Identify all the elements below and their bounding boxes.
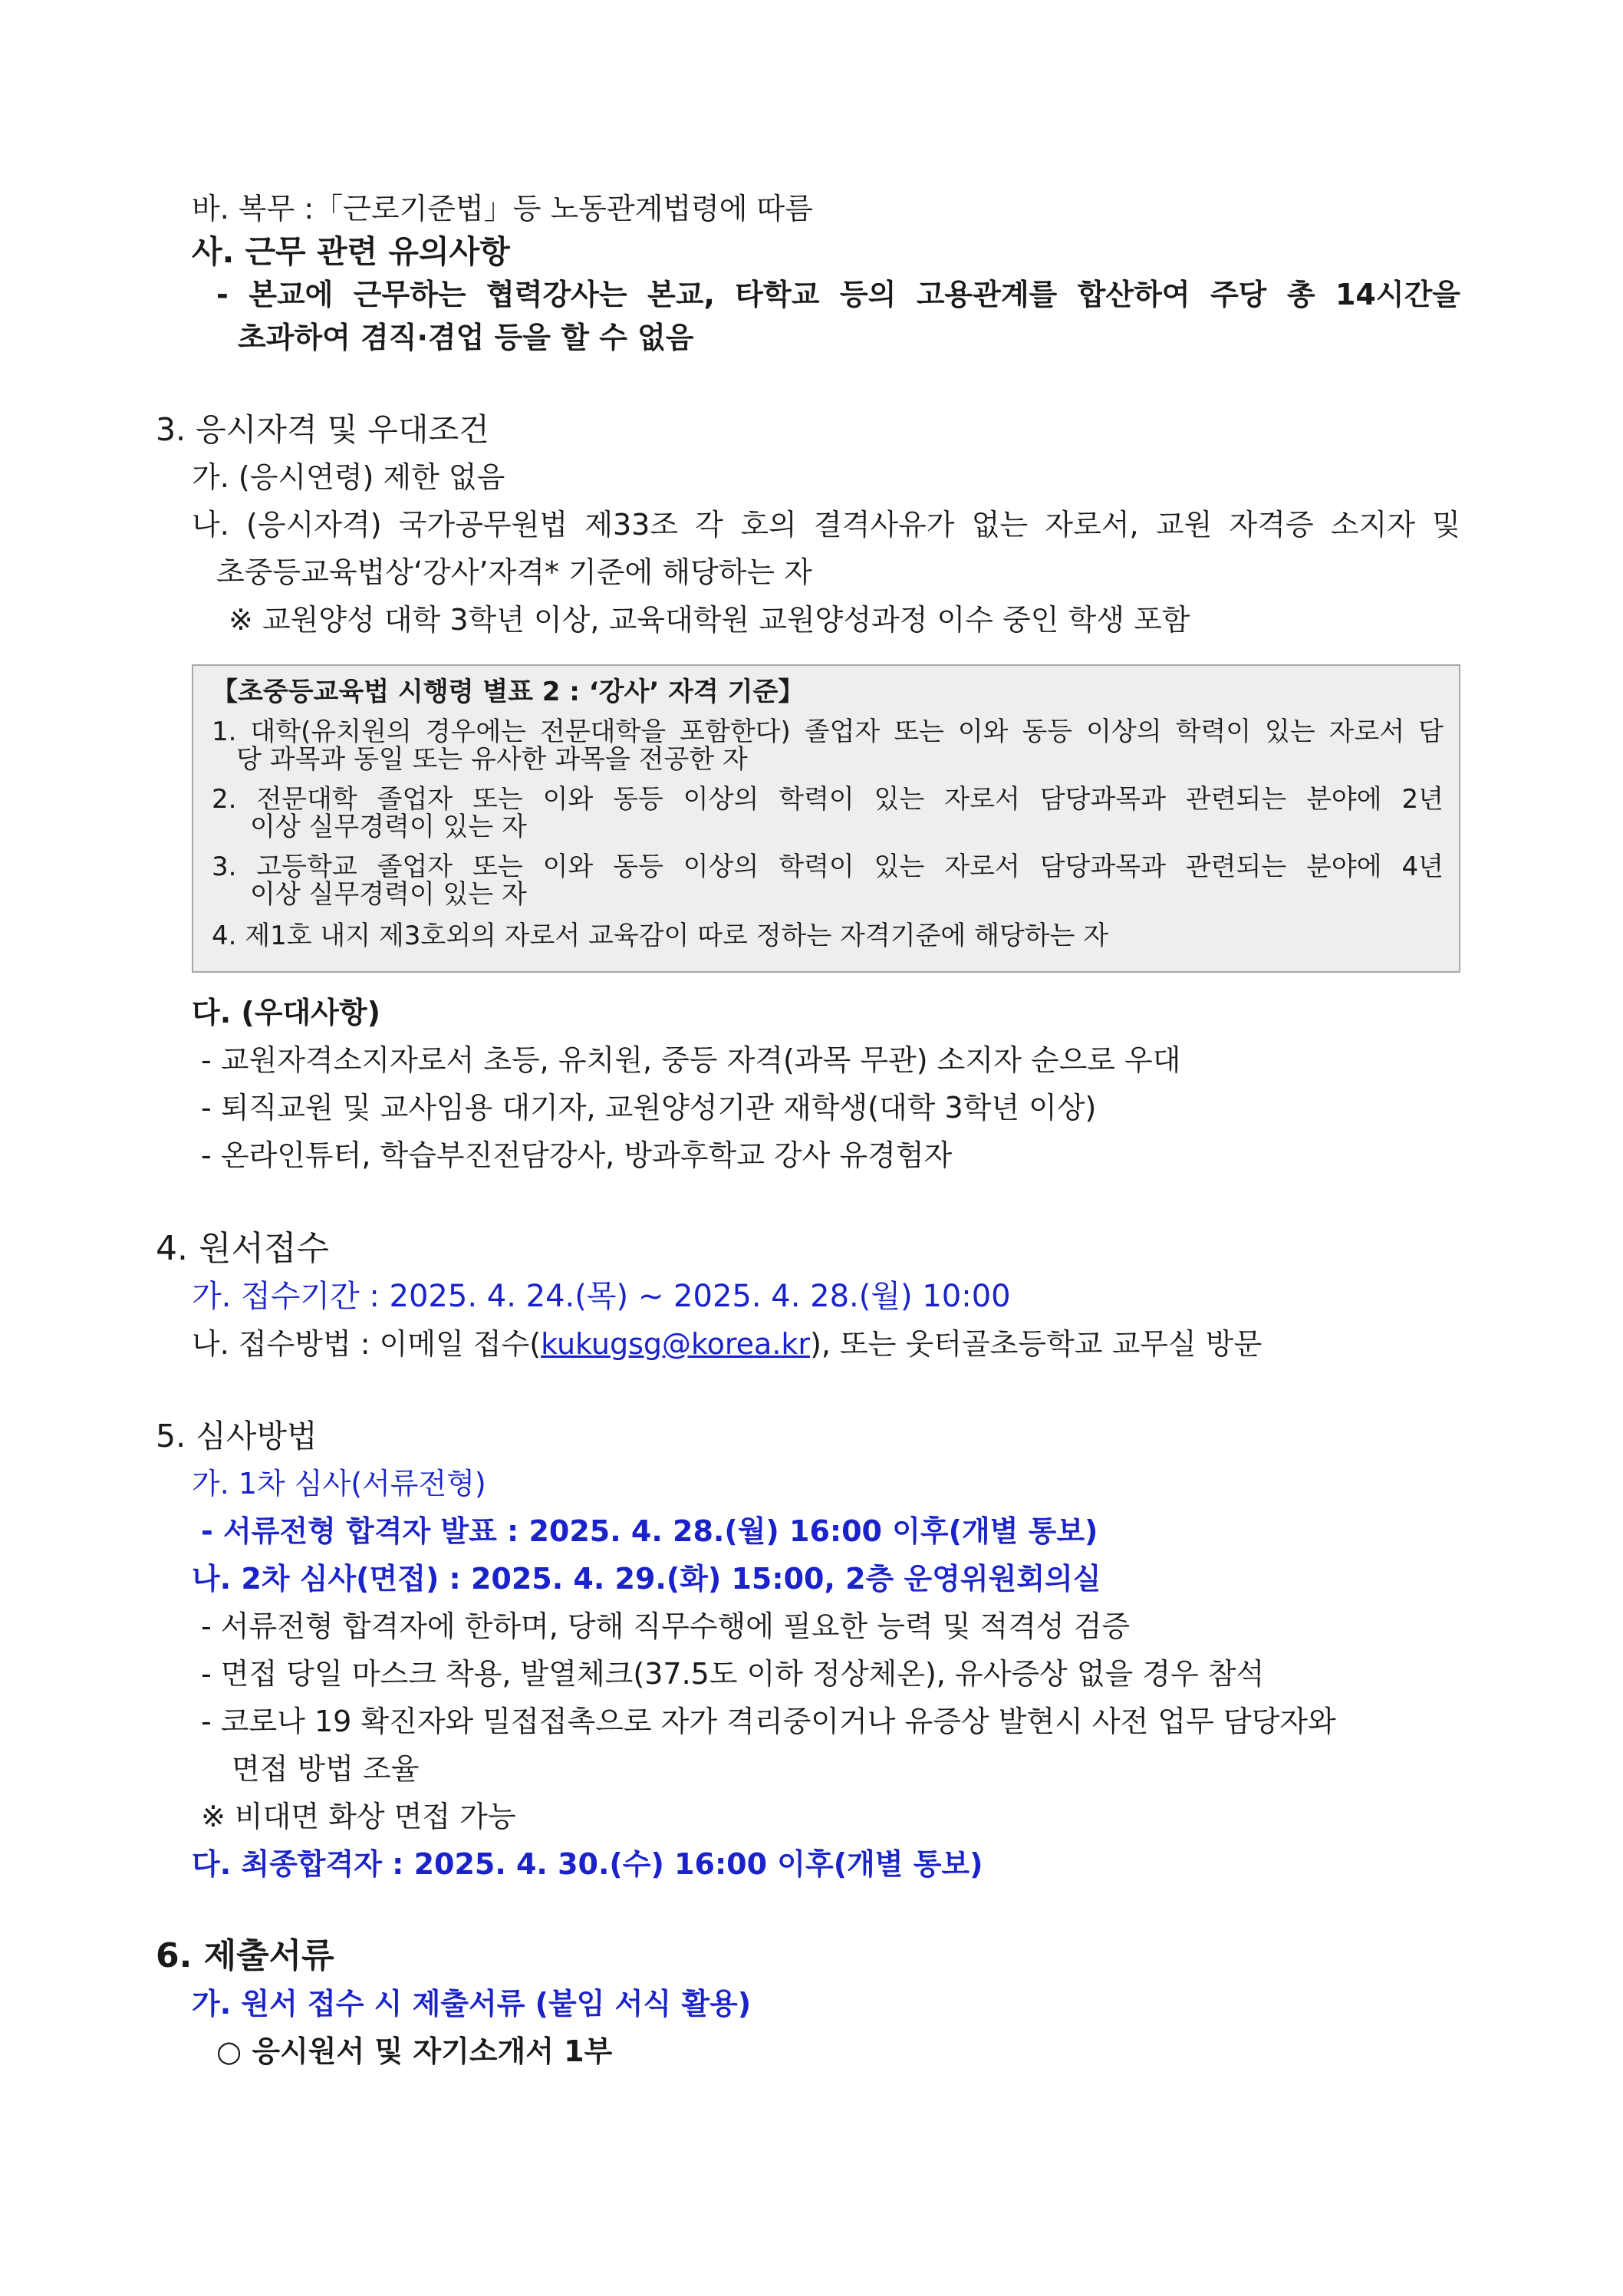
application-method — [192, 1324, 1262, 1364]
preference-item-1: - 교원자격소지자로서 초등, 유치원, 중등 자격(과목 무관) 소지자 순으로 우대 — [201, 1043, 1181, 1077]
qualification-line2: 초중등교육법상‘강사’자격* 기준에 해당하는 자 — [216, 555, 812, 589]
email-link[interactable]: kukugsg@korea.kr — [541, 1327, 811, 1361]
second-review-item-3-line1: - 코로나 19 확진자와 밀접접촉으로 자가 격리중이거나 유증상 발현시 사전 업무 담당자와 — [201, 1705, 1336, 1738]
first-review-heading: 가. 1차 심사(서류전형) — [192, 1467, 486, 1500]
section-3-heading: 3. 응시자격 및 우대조건 — [156, 411, 489, 448]
second-review-heading: 나. 2차 심사(면접) : 2025. 4. 29.(화) 15:00, 2층 운영위원회의실 — [192, 1562, 1101, 1596]
application-method-suffix: ), 또는 웃터골초등학교 교무실 방문 — [810, 1327, 1263, 1361]
work-notes-bullet-line2: 초과하여 겸직·겸업 등을 할 수 없음 — [238, 321, 694, 354]
qualification-line1: 나. (응시자격) 국가공무원법 제33조 각 호의 결격사유가 없는 자로서, 교원 자격증 소지자 및 — [192, 508, 1460, 542]
criteria-item-2-line2: 이상 실무경력이 있는 자 — [250, 812, 527, 842]
work-notes-bullet-line1: - 본교에 근무하는 협력강사는 본교, 타학교 등의 고용관계를 합산하여 주당 총 14시간을 — [216, 278, 1460, 311]
qualification-note: ※ 교원양성 대학 3학년 이상, 교육대학원 교원양성과정 이수 중인 학생 포함 — [229, 603, 1190, 637]
criteria-item-2-line1: 2. 전문대학 졸업자 또는 이와 동등 이상의 학력이 있는 자로서 담당과목과 관련되는 분야에 2년 — [212, 784, 1444, 815]
first-review-announcement: - 서류전형 합격자 발표 : 2025. 4. 28.(월) 16:00 이후(개별 통보) — [201, 1514, 1098, 1548]
criteria-box-title: 【초중등교육법 시행령 별표 2 : ‘강사’ 자격 기준】 — [212, 677, 805, 707]
video-interview-note: ※ 비대면 화상 면접 가능 — [201, 1800, 516, 1833]
criteria-item-3-line1: 3. 고등학교 졸업자 또는 이와 동등 이상의 학력이 있는 자로서 담당과목과 관련되는 분야에 4년 — [212, 852, 1444, 882]
duty-line: 바. 복무 :「근로기준법」등 노동관계법령에 따름 — [192, 192, 813, 226]
second-review-item-1: - 서류전형 합격자에 한하며, 당해 직무수행에 필요한 능력 및 적격성 검증 — [201, 1609, 1131, 1643]
preference-item-2: - 퇴직교원 및 교사임용 대기자, 교원양성기관 재학생(대학 3학년 이상) — [201, 1091, 1097, 1125]
work-notes-heading: 사. 근무 관련 유의사항 — [192, 233, 510, 270]
age-requirement-text: 가. (응시연령) 제한 없음 — [192, 460, 505, 494]
age-requirement-line — [192, 457, 505, 497]
preference-item-3: - 온라인튜터, 학습부진전담강사, 방과후학교 강사 유경험자 — [201, 1138, 953, 1172]
criteria-item-1-line1: 1. 대학(유치원의 경우에는 전문대학을 포함한다) 졸업자 또는 이와 동등 이상의 학력이 있는 자로서 담 — [212, 716, 1444, 747]
criteria-item-3-line2: 이상 실무경력이 있는 자 — [250, 879, 527, 910]
section-4-heading: 4. 원서접수 — [156, 1229, 329, 1268]
preference-heading: 다. (우대사항) — [192, 996, 380, 1029]
criteria-item-1-line2: 당 과목과 동일 또는 유사한 과목을 전공한 자 — [236, 744, 748, 775]
application-method-text: 나. 접수방법 : 이메일 접수( — [192, 1327, 542, 1361]
criteria-item-4: 4. 제1호 내지 제3호외의 자로서 교육감이 따로 정하는 자격기준에 해당하는 자 — [212, 921, 1109, 951]
submission-doc-item-1: ○ 응시원서 및 자기소개서 1부 — [216, 2034, 613, 2068]
second-review-item-2: - 면접 당일 마스크 착용, 발열체크(37.5도 이하 정상체온), 유사증상 없을 경우 참석 — [201, 1657, 1265, 1691]
final-result-line: 다. 최종합격자 : 2025. 4. 30.(수) 16:00 이후(개별 통보) — [192, 1847, 983, 1881]
lecturer-criteria-box — [192, 664, 1460, 973]
application-period: 가. 접수기간 : 2025. 4. 24.(목) ~ 2025. 4. 28.(월) 10:00 — [192, 1279, 1011, 1314]
submission-docs-heading: 가. 원서 접수 시 제출서류 (붙임 서식 활용) — [192, 1987, 752, 2021]
second-review-item-3-line2: 면접 방법 조율 — [232, 1752, 420, 1786]
section-6-heading: 6. 제출서류 — [156, 1936, 334, 1975]
section-5-heading: 5. 심사방법 — [156, 1418, 318, 1454]
